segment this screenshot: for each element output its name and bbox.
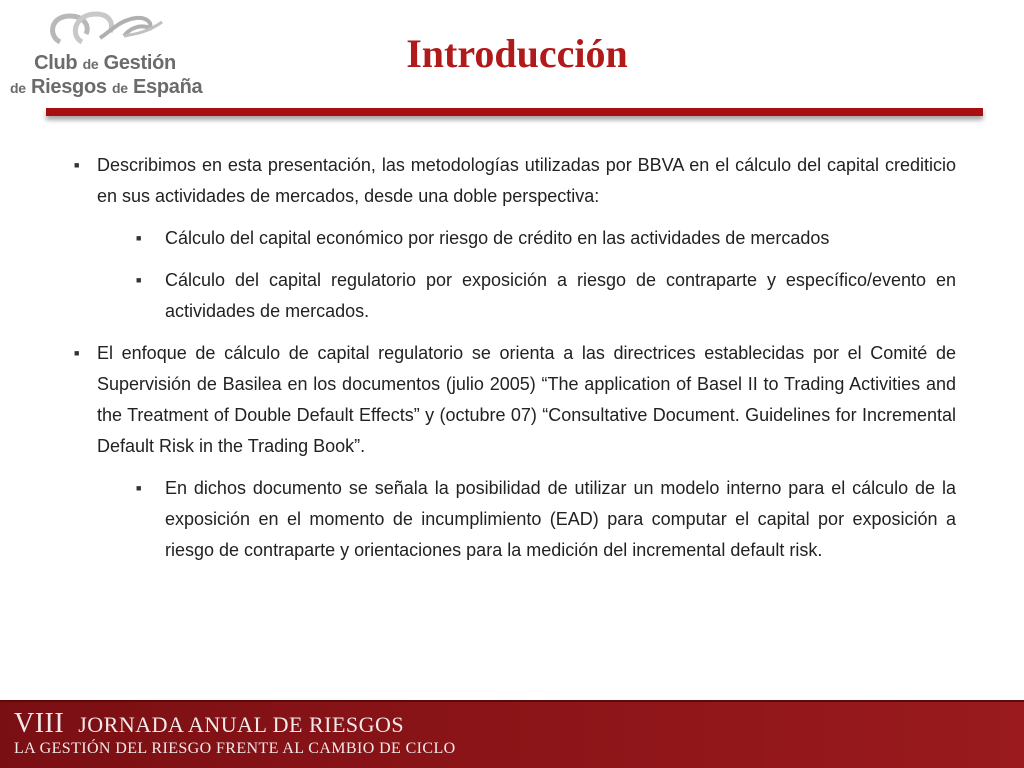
footer-event: JORNADA ANUAL DE RIESGOS (78, 712, 405, 737)
bullet-square-icon: ■ (136, 275, 142, 285)
footer-subtitle: LA GESTIÓN DEL RIESGO FRENTE AL CAMBIO DE CICLO (14, 740, 456, 757)
bullet-square-icon: ■ (136, 233, 142, 243)
title-divider (46, 108, 983, 116)
bullet-text: Cálculo del capital económico por riesgo de crédito en las actividades de mercados (165, 228, 830, 248)
bullet-square-icon: ■ (136, 483, 142, 493)
logo-text-line2: de Riesgos de España (10, 76, 203, 98)
footer-event-line (14, 708, 404, 740)
bullet-item (72, 150, 956, 212)
bullet-square-icon: ■ (74, 160, 80, 170)
sub-bullet-item (72, 473, 956, 566)
bullet-square-icon: ■ (74, 348, 80, 358)
logo-text-line1: Club de Gestión (34, 52, 176, 74)
footer-top-border (0, 700, 1024, 702)
bullet-text: Cálculo del capital regulatorio por exposición a riesgo de contraparte y específico/evento en actividades de mercados. (165, 270, 956, 321)
bullet-text: En dichos documento se señala la posibilidad de utilizar un modelo interno para el cálculo de la exposición en el momento de incumplimiento (EAD) para computar el capital por exposición a riesgo de contraparte y orientaciones para la medición del incremental default risk. (165, 478, 956, 560)
footer-banner (0, 700, 1024, 768)
bullet-item (72, 338, 956, 462)
sub-bullet-item (72, 265, 956, 327)
slide-title: Introducción (406, 31, 628, 76)
sub-bullet-item (72, 223, 956, 254)
slide-body (72, 150, 956, 577)
footer-edition: VIII (14, 708, 65, 739)
bullet-text: Describimos en esta presentación, las metodologías utilizadas por BBVA en el cálculo del capital crediticio en sus actividades de mercados, desde una doble perspectiva: (97, 155, 956, 206)
bullet-text: El enfoque de cálculo de capital regulatorio se orienta a las directrices establecidas por el Comité de Supervisión de Basilea en los documentos (julio 2005) “The application of Basel II to Trading Activities and the Treatment of Double Default Effects” y (octubre 07) “Consultative Document. Guidelines for Incremental Default Risk in the Trading Book”. (97, 343, 956, 456)
